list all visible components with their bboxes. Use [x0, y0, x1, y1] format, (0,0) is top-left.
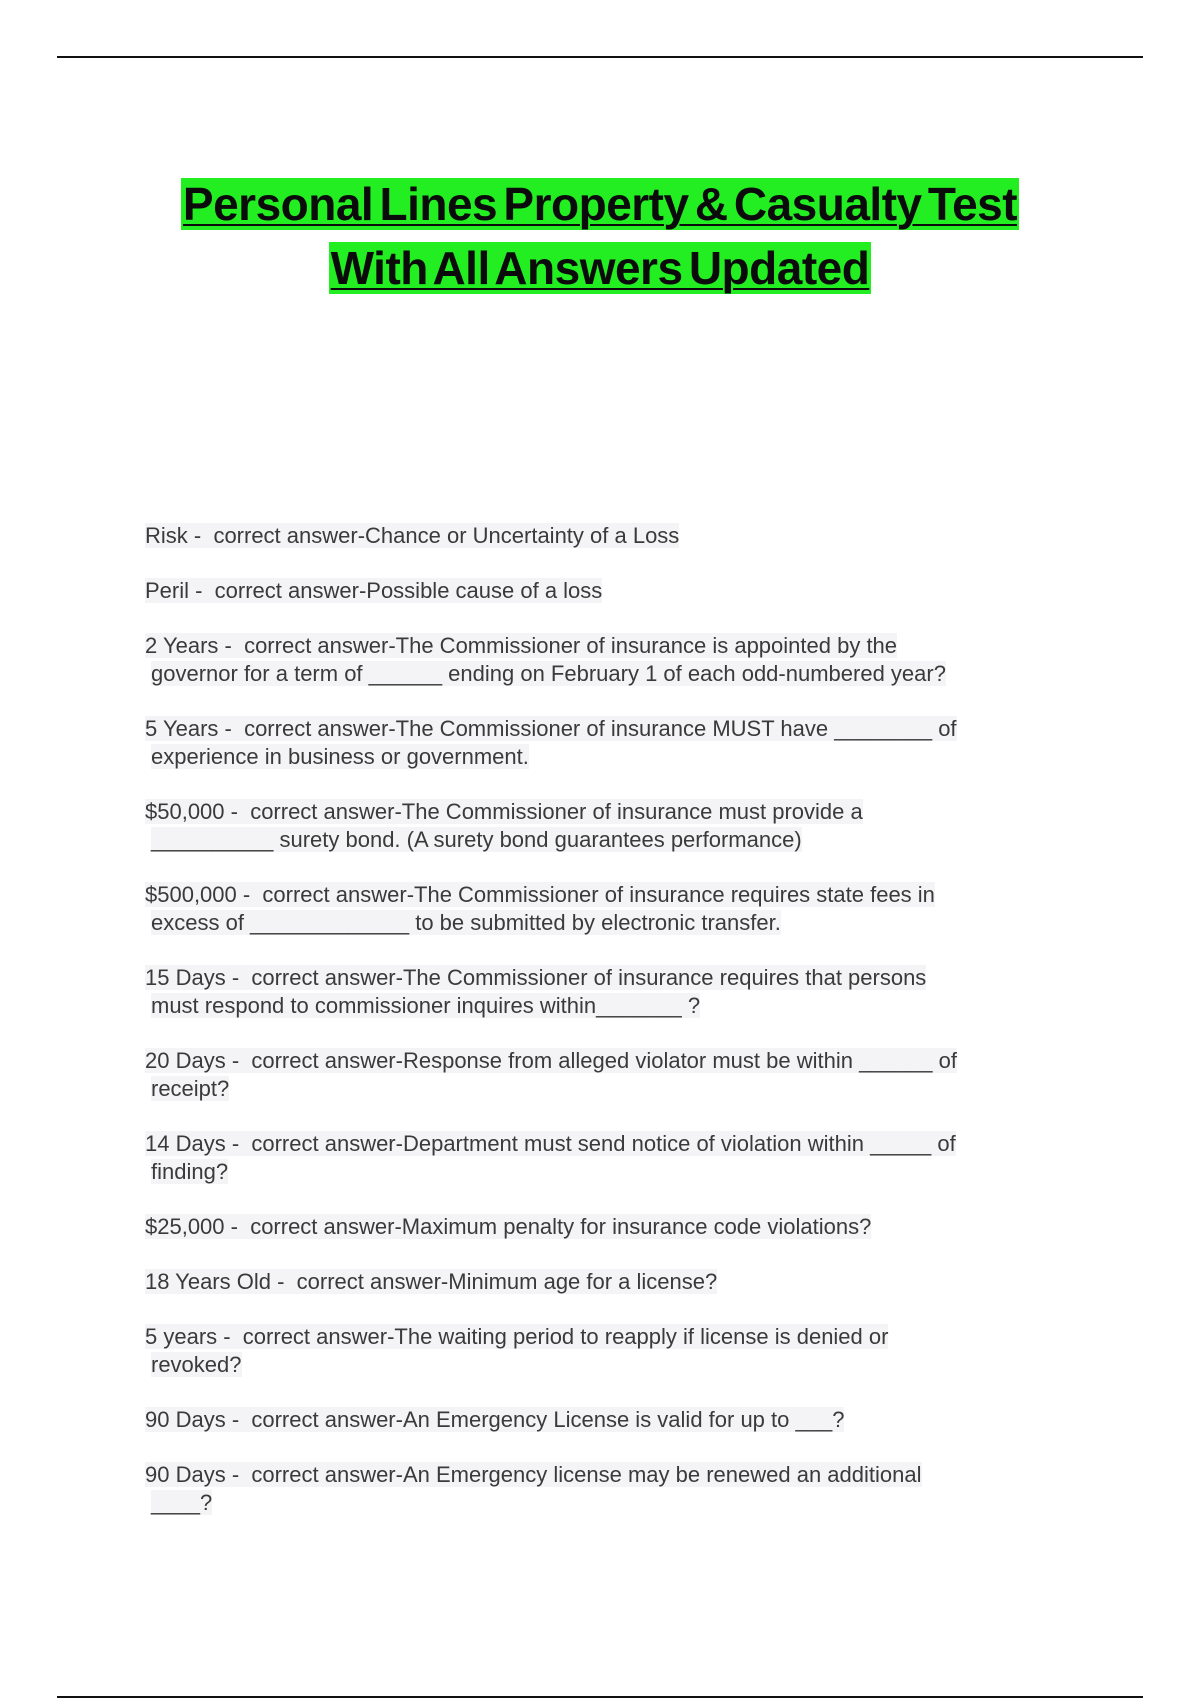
page-title — [0, 172, 1200, 300]
qa-item-continuation-line — [145, 1158, 1065, 1186]
qa-item-text: $50,000 - correct answer-The Commissioner of insurance must provide a — [145, 799, 863, 824]
question-answer-list — [145, 522, 1065, 1544]
qa-item-continuation-line — [145, 1075, 1065, 1103]
qa-item — [145, 1130, 1065, 1186]
qa-item-line — [145, 964, 1065, 992]
qa-item — [145, 1323, 1065, 1379]
qa-item-text: 90 Days - correct answer-An Emergency license may be renewed an additional — [145, 1462, 922, 1487]
header-rule — [57, 56, 1143, 58]
qa-item-line — [145, 1213, 1065, 1241]
qa-item-line — [145, 1323, 1065, 1351]
qa-item-text: finding? — [151, 1159, 229, 1184]
qa-item-text: must respond to commissioner inquires within_______ ? — [151, 993, 701, 1018]
qa-item-line — [145, 522, 1065, 550]
title-line-2: With All Answers Updated — [330, 242, 870, 294]
qa-item-continuation-line — [145, 1489, 1065, 1517]
qa-item-text: Peril - correct answer-Possible cause of a loss — [145, 578, 603, 603]
qa-item-text: experience in business or government. — [151, 744, 529, 769]
qa-item — [145, 1461, 1065, 1517]
qa-item-text: excess of _____________ to be submitted by electronic transfer. — [151, 910, 781, 935]
qa-item-text: receipt? — [151, 1076, 230, 1101]
qa-item — [145, 1047, 1065, 1103]
qa-item — [145, 632, 1065, 688]
qa-item — [145, 798, 1065, 854]
footer-rule — [57, 1696, 1143, 1698]
qa-item-continuation-line — [145, 826, 1065, 854]
qa-item-text: __________ surety bond. (A surety bond guarantees performance) — [151, 827, 802, 852]
qa-item-line — [145, 1461, 1065, 1489]
qa-item-text: 18 Years Old - correct answer-Minimum age for a license? — [145, 1269, 718, 1294]
qa-item — [145, 964, 1065, 1020]
qa-item-text: 5 years - correct answer-The waiting period to reapply if license is denied or — [145, 1324, 889, 1349]
qa-item-text: $500,000 - correct answer-The Commissioner of insurance requires state fees in — [145, 882, 935, 907]
qa-item — [145, 881, 1065, 937]
qa-item-line — [145, 1130, 1065, 1158]
qa-item-continuation-line — [145, 660, 1065, 688]
qa-item-line — [145, 632, 1065, 660]
qa-item-text: $25,000 - correct answer-Maximum penalty for insurance code violations? — [145, 1214, 872, 1239]
qa-item — [145, 1406, 1065, 1434]
qa-item-text: revoked? — [151, 1352, 242, 1377]
qa-item-continuation-line — [145, 992, 1065, 1020]
qa-item-line — [145, 1047, 1065, 1075]
qa-item-text: 5 Years - correct answer-The Commissioner of insurance MUST have ________ of — [145, 716, 957, 741]
qa-item — [145, 715, 1065, 771]
qa-item — [145, 522, 1065, 550]
qa-item-line — [145, 1268, 1065, 1296]
qa-item-line — [145, 577, 1065, 605]
qa-item-text: 2 Years - correct answer-The Commissioner of insurance is appointed by the — [145, 633, 898, 658]
qa-item — [145, 577, 1065, 605]
qa-item-line — [145, 1406, 1065, 1434]
title-line-1: Personal Lines Property & Casualty Test — [182, 178, 1018, 230]
qa-item-text: 15 Days - correct answer-The Commissioner of insurance requires that persons — [145, 965, 927, 990]
qa-item-line — [145, 798, 1065, 826]
qa-item-text: governor for a term of ______ ending on February 1 of each odd-numbered year? — [151, 661, 946, 686]
qa-item-continuation-line — [145, 909, 1065, 937]
qa-item-text: 20 Days - correct answer-Response from alleged violator must be within ______ of — [145, 1048, 957, 1073]
qa-item-line — [145, 715, 1065, 743]
qa-item-continuation-line — [145, 1351, 1065, 1379]
qa-item-text: ____? — [151, 1490, 213, 1515]
qa-item-line — [145, 881, 1065, 909]
qa-item — [145, 1213, 1065, 1241]
qa-item-continuation-line — [145, 743, 1065, 771]
qa-item-text: 90 Days - correct answer-An Emergency License is valid for up to ___? — [145, 1407, 845, 1432]
qa-item-text: Risk - correct answer-Chance or Uncertainty of a Loss — [145, 523, 680, 548]
qa-item — [145, 1268, 1065, 1296]
qa-item-text: 14 Days - correct answer-Department must send notice of violation within _____ of — [145, 1131, 956, 1156]
